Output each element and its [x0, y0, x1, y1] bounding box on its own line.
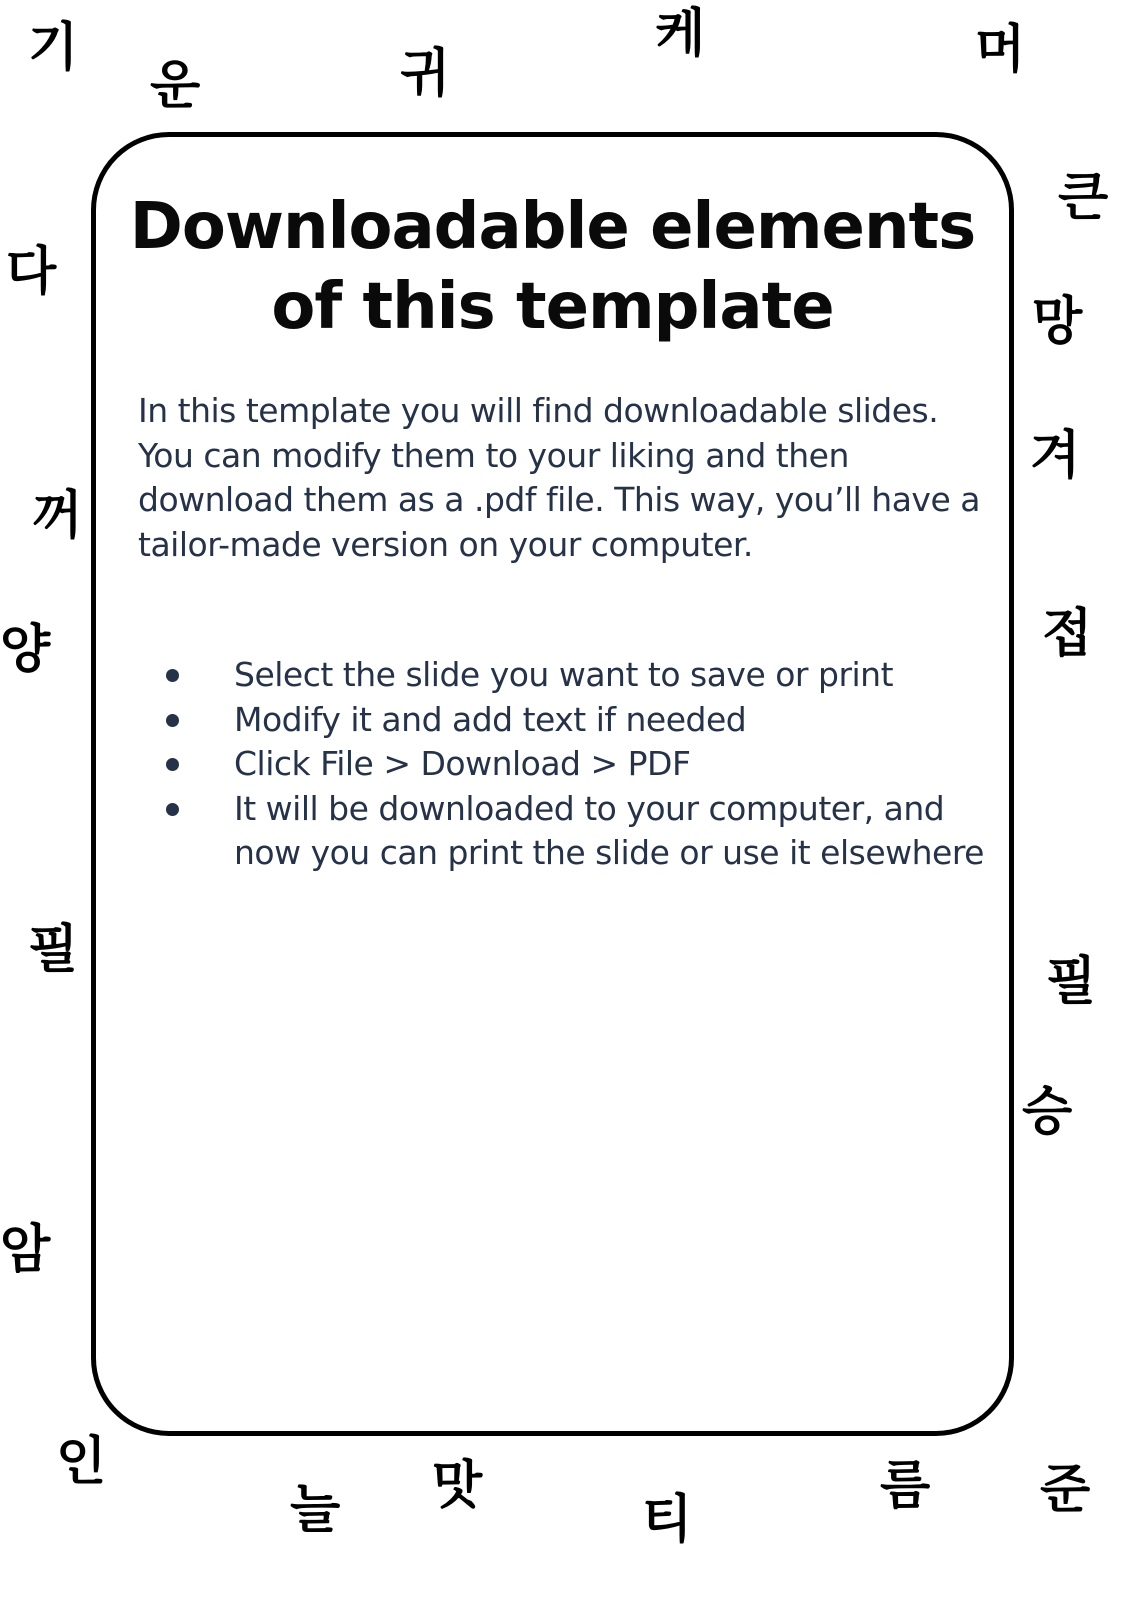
hangul-letter: 망 [1032, 292, 1083, 352]
hangul-letter: 필 [28, 920, 79, 980]
hangul-letter: 다 [6, 242, 57, 302]
list-item [138, 742, 988, 787]
bullet-icon [166, 714, 179, 727]
step-text: Modify it and add text if needed [234, 699, 747, 739]
list-item [138, 653, 988, 698]
step-text: Select the slide you want to save or print [234, 655, 894, 694]
bullet-icon [166, 803, 179, 816]
hangul-letter: 암 [0, 1220, 51, 1280]
hangul-letter: 름 [880, 1456, 931, 1516]
hangul-letter: 필 [1046, 952, 1097, 1012]
hangul-letter: 귀 [400, 44, 451, 104]
hangul-letter: 기 [28, 18, 79, 78]
hangul-letter: 인 [56, 1432, 107, 1492]
page-title: Downloadable elements of this template [129, 190, 976, 344]
hangul-letter: 양 [0, 620, 51, 680]
hangul-letter: 늘 [290, 1480, 341, 1540]
hangul-letter: 꺼 [32, 486, 83, 546]
list-item [138, 787, 988, 876]
bullet-icon [166, 758, 179, 771]
hangul-letter: 맛 [432, 1456, 483, 1516]
hangul-letter: 머 [975, 20, 1026, 80]
hangul-letter: 운 [150, 56, 201, 116]
intro-paragraph: In this template you will find downloadable slides. You can modify them to your liking and then download them as a .pdf file. This way, you’ll have a tailor-made version on your computer. [138, 391, 980, 564]
instructions-list [138, 653, 988, 876]
hangul-letter: 준 [1040, 1460, 1091, 1520]
hangul-letter: 겨 [1030, 426, 1081, 486]
hangul-letter: 케 [655, 4, 706, 64]
step-text: It will be downloaded to your computer, and now you can print the slide or use it elsewhere [234, 788, 984, 872]
content-card [91, 132, 1014, 1436]
hangul-letter: 승 [1022, 1082, 1073, 1142]
list-item [138, 698, 988, 743]
bullet-icon [166, 669, 179, 682]
hangul-letter: 티 [642, 1490, 693, 1550]
step-text: Click File > Download > PDF [234, 744, 691, 783]
hangul-letter: 접 [1042, 604, 1093, 664]
hangul-letter: 큰 [1058, 168, 1109, 228]
